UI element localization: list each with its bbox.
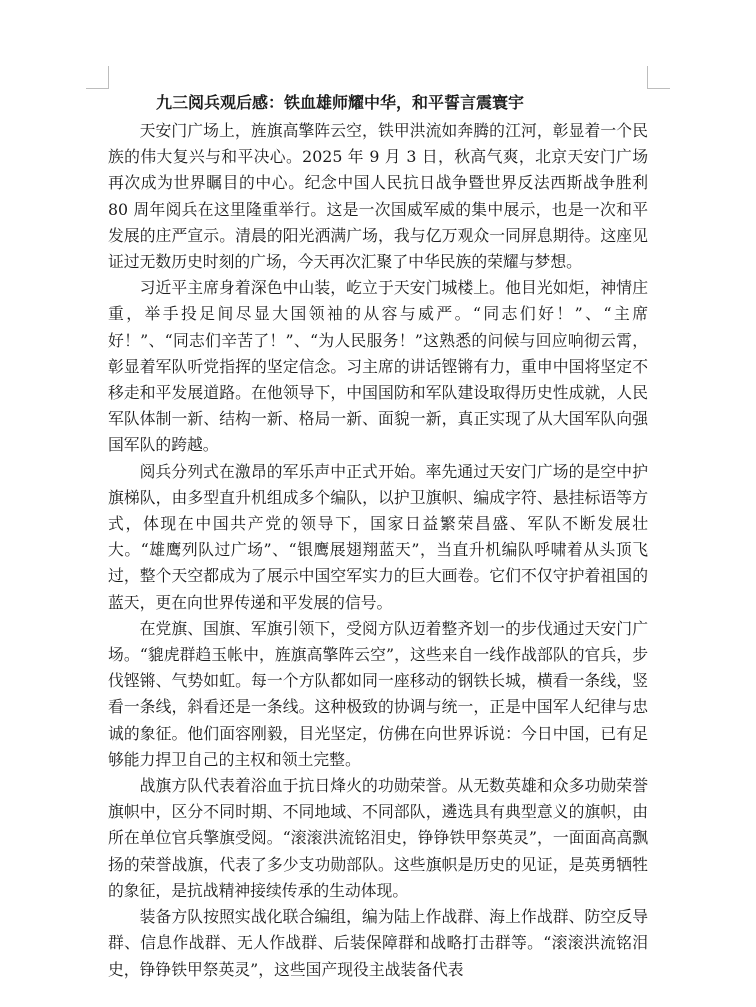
paragraph-6: 装备方队按照实战化联合编组，编为陆上作战群、海上作战群、防空反导群、信息作战群、无人作战群、后装保障群和战略打击群等。“滚滚洪流铭泪史，铮铮铁甲祭英灵”，这些国产现役主战装备代表	[108, 907, 648, 979]
paragraph-2: 习近平主席身着深色中山装，屹立于天安门城楼上。他目光如炬，神情庄重，举手投足间尽显大国领袖的从容与威严。“同志们好！”、“主席好！”、“同志们辛苦了！”、“为人民服务！”这熟悉的问候与回应响彻云霄，彰显着军队听党指挥的坚定信念。习主席的讲话铿锵有力，重申中国将坚定不移走和平发展道路。在他领导下，中国国防和军队建设取得历史性成就，人民军队体制一新、结构一新、格局一新、面貌一新，真正实现了从大国军队向强国军队的跨越。	[108, 278, 648, 455]
paragraph-5: 战旗方队代表着浴血于抗日烽火的功勋荣誉。从无数英雄和众多功勋荣誉旗帜中，区分不同时期、不同地域、不同部队，遴选具有典型意义的旗帜，由所在单位官兵擎旗受阅。“滚滚洪流铭泪史，铮铮铁甲祭英灵”，一面面高高飘扬的荣誉战旗，代表了多少支功勋部队。这些旗帜是历史的见证，是英勇牺牲的象征，是抗战精神接续传承的生动体现。	[108, 776, 648, 900]
document-body	[108, 90, 648, 983]
paragraph-1: 天安门广场上，旌旗高擎阵云空，铁甲洪流如奔腾的江河，彰显着一个民族的伟大复兴与和平决心。2025 年 9 月 3 日，秋高气爽，北京天安门广场再次成为世界瞩目的中心。纪念中国人民抗日战争暨世界反法西斯战争胜利 80 周年阅兵在这里隆重举行。这是一次国威军威的集中展示，也是一次和平发展的庄严宣示。清晨的阳光洒满广场，我与亿万观众一同屏息期待。这座见证过无数历史时刻的广场，今天再次汇聚了中华民族的荣耀与梦想。	[108, 121, 648, 272]
document-title: 九三阅兵观后感：铁血雄师耀中华，和平誓言震寰宇	[156, 93, 525, 112]
paragraph-4: 在党旗、国旗、军旗引领下，受阅方队迈着整齐划一的步伐通过天安门广场。“貔虎群趋玉帐中，旌旗高擎阵云空”，这些来自一线作战部队的官兵，步伐铿锵、气势如虹。每一个方队都如同一座移动的钢铁长城，横看一条线，竖看一条线，斜看还是一条线。这种极致的协调与统一，正是中国军人纪律与忠诚的象征。他们面容刚毅，目光坚定，仿佛在向世界诉说：今日中国，已有足够能力捍卫自己的主权和领土完整。	[108, 618, 648, 769]
crop-mark-top-left	[86, 66, 109, 89]
paragraph-3: 阅兵分列式在激昂的军乐声中正式开始。率先通过天安门广场的是空中护旗梯队，由多型直升机组成多个编队，以护卫旗帜、编成字符、悬挂标语等方式，体现在中国共产党的领导下，国家日益繁荣昌盛、军队不断发展壮大。“雄鹰列队过广场”、“银鹰展翅翔蓝天”，当直升机编队呼啸着从头顶飞过，整个天空都成为了展示中国空军实力的巨大画卷。它们不仅守护着祖国的蓝天，更在向世界传递和平发展的信号。	[108, 461, 648, 612]
crop-mark-top-right	[647, 66, 670, 89]
